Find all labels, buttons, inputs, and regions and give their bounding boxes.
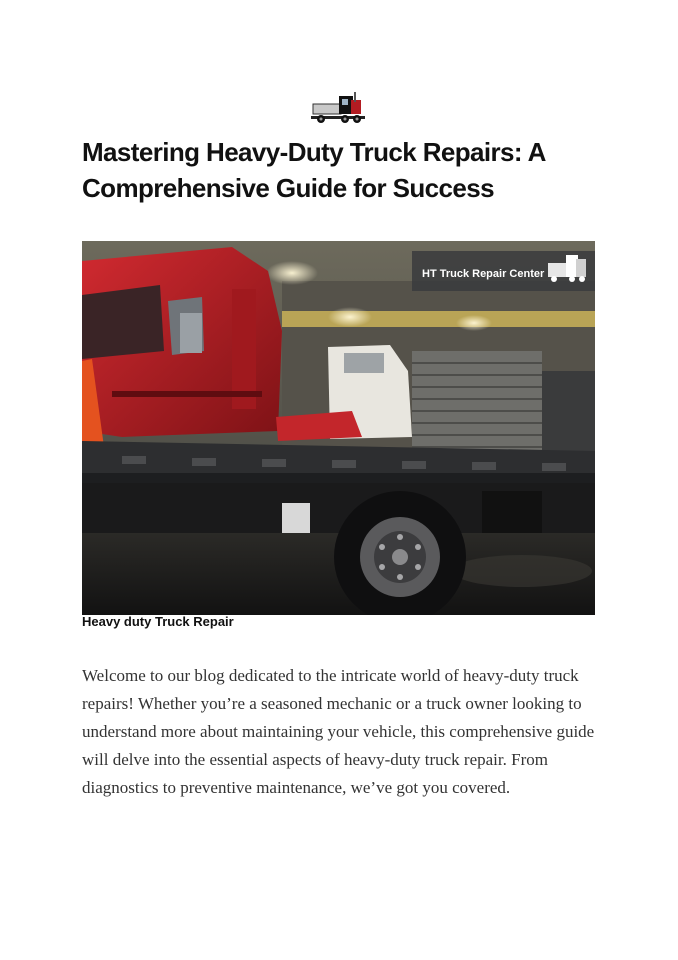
- page-title: [82, 134, 622, 206]
- brand-logo: [309, 90, 367, 126]
- watermark-text: HT Truck Repair Center: [422, 268, 545, 280]
- hero-image: [82, 241, 595, 615]
- truck-logo-icon: [309, 90, 367, 126]
- image-caption: Heavy duty Truck Repair: [82, 614, 234, 629]
- title-line-1: Mastering Heavy-Duty Truck Repairs: A: [82, 137, 546, 167]
- title-line-2: Comprehensive Guide for Success: [82, 173, 494, 203]
- tow-truck-photo: [82, 241, 595, 615]
- intro-paragraph: Welcome to our blog dedicated to the intricate world of heavy-duty truck repairs! Whether you’re a seasoned mechanic or a truck owner looking to understand more about maintaining your vehicle, this comprehensive guide will delve into the essential aspects of heavy-duty truck repair. From diagnostics to preventive maintenance, we’ve got you covered.: [82, 666, 595, 797]
